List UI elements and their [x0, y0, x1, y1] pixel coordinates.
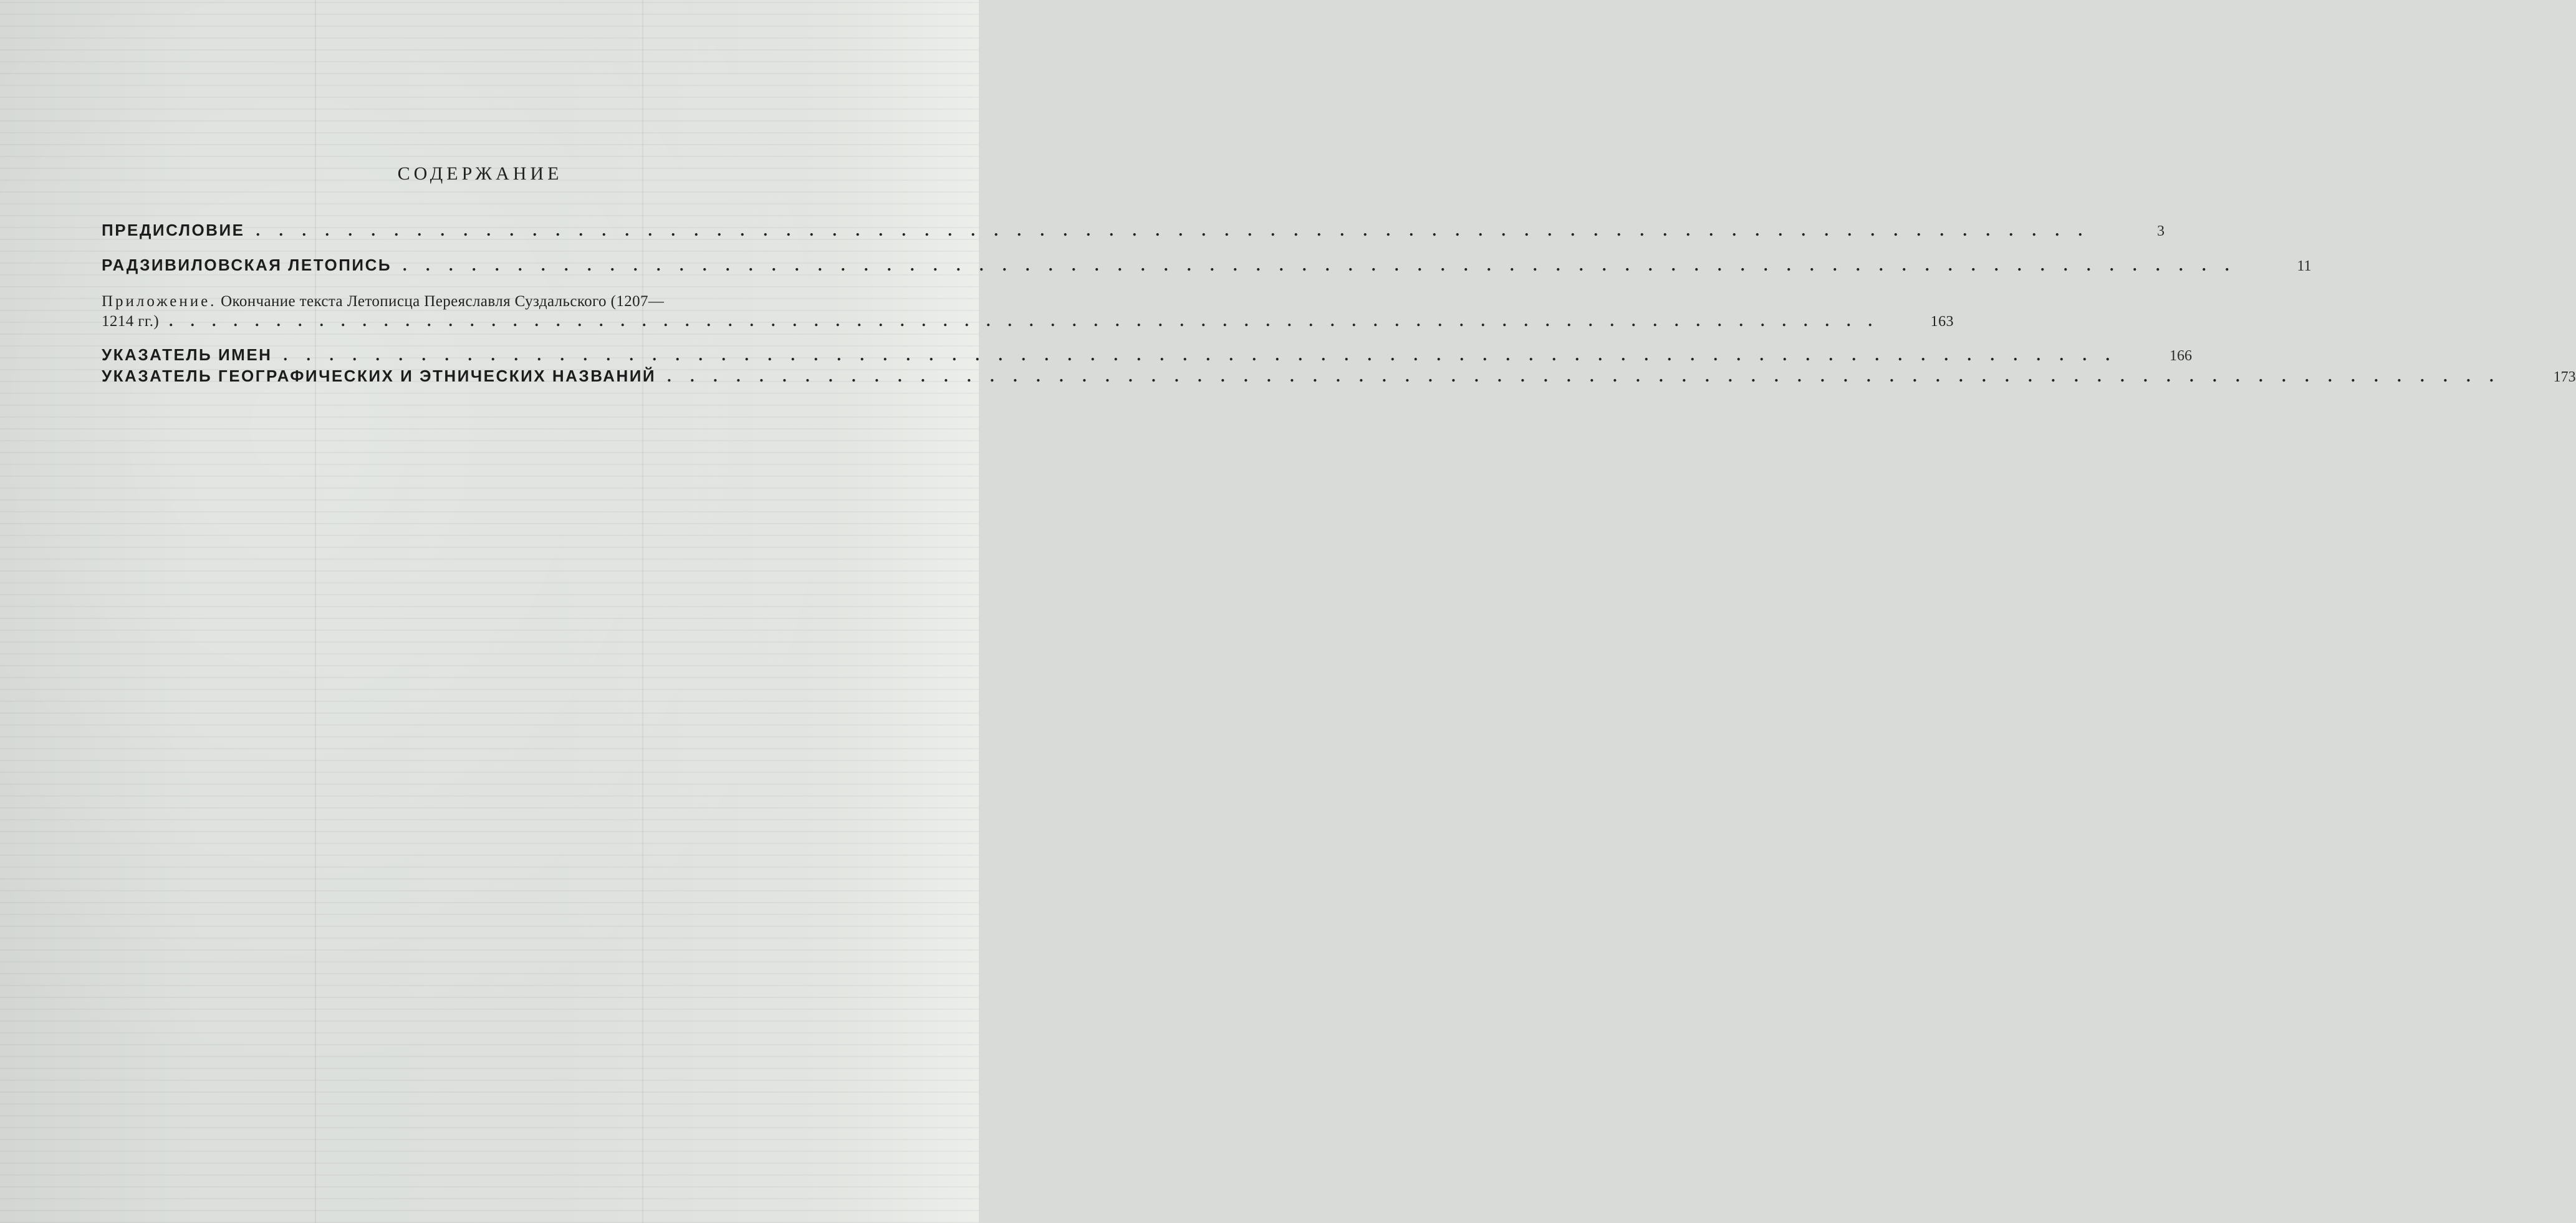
- toc-page-number: 173: [2553, 369, 2576, 385]
- toc-entry-appendix: [102, 293, 1954, 330]
- toc-entry: [102, 256, 2312, 275]
- dot-leader: . . . . . . . . . . . . . . . . . . . . . . . . . . . . . . . . . . . . . . . . . . . . . . . . . . . . . . . . . . . . . . . . . . . . . . . . . . . . . . . .: [403, 256, 2237, 274]
- appendix-line-1: [102, 293, 870, 310]
- toc-page-number: 163: [1930, 314, 1954, 330]
- toc-entry-label: УКАЗАТЕЛЬ ИМЕН: [102, 345, 272, 364]
- toc-entry-label: ПРЕДИСЛОВИЕ: [102, 221, 245, 239]
- toc-page-number: 11: [2297, 258, 2312, 274]
- dot-leader: . . . . . . . . . . . . . . . . . . . . . . . . . . . . . . . . . . . . . . . . . . . . . . . . . . . . . . . . . . . . . . . . . . . . . . . . . . . . . . . .: [169, 313, 1879, 330]
- appendix-title: Окончание текста Летописца Переяславля Суздальского (1207—: [221, 293, 665, 310]
- toc-page-number: 3: [2156, 223, 2165, 239]
- toc-entry-label: УКАЗАТЕЛЬ ГЕОГРАФИЧЕСКИХ И ЭТНИЧЕСКИХ НАЗВАНИЙ: [102, 367, 656, 385]
- page-title: СОДЕРЖАНИЕ: [397, 163, 563, 184]
- dot-leader: . . . . . . . . . . . . . . . . . . . . . . . . . . . . . . . . . . . . . . . . . . . . . . . . . . . . . . . . . . . . . . . . . . . . . . . . . . . . . . . .: [667, 367, 2501, 385]
- appendix-title-continuation: 1214 гг.): [102, 313, 160, 330]
- appendix-line-2: [102, 313, 1954, 330]
- toc-page-number: 166: [2169, 348, 2192, 364]
- dot-leader: . . . . . . . . . . . . . . . . . . . . . . . . . . . . . . . . . . . . . . . . . . . . . . . . . . . . . . . . . . . . . . . . . . . . . . . . . . . . . . . .: [256, 221, 2090, 239]
- toc-entry: [102, 221, 2165, 240]
- toc-entry-label: РАДЗИВИЛОВСКАЯ ЛЕТОПИСЬ: [102, 256, 392, 274]
- appendix-label: Приложение.: [102, 293, 217, 310]
- toc-entry: [102, 367, 2576, 386]
- dot-leader: . . . . . . . . . . . . . . . . . . . . . . . . . . . . . . . . . . . . . . . . . . . . . . . . . . . . . . . . . . . . . . . . . . . . . . . . . . . . . . . .: [283, 346, 2117, 364]
- toc-entry: [102, 345, 2192, 365]
